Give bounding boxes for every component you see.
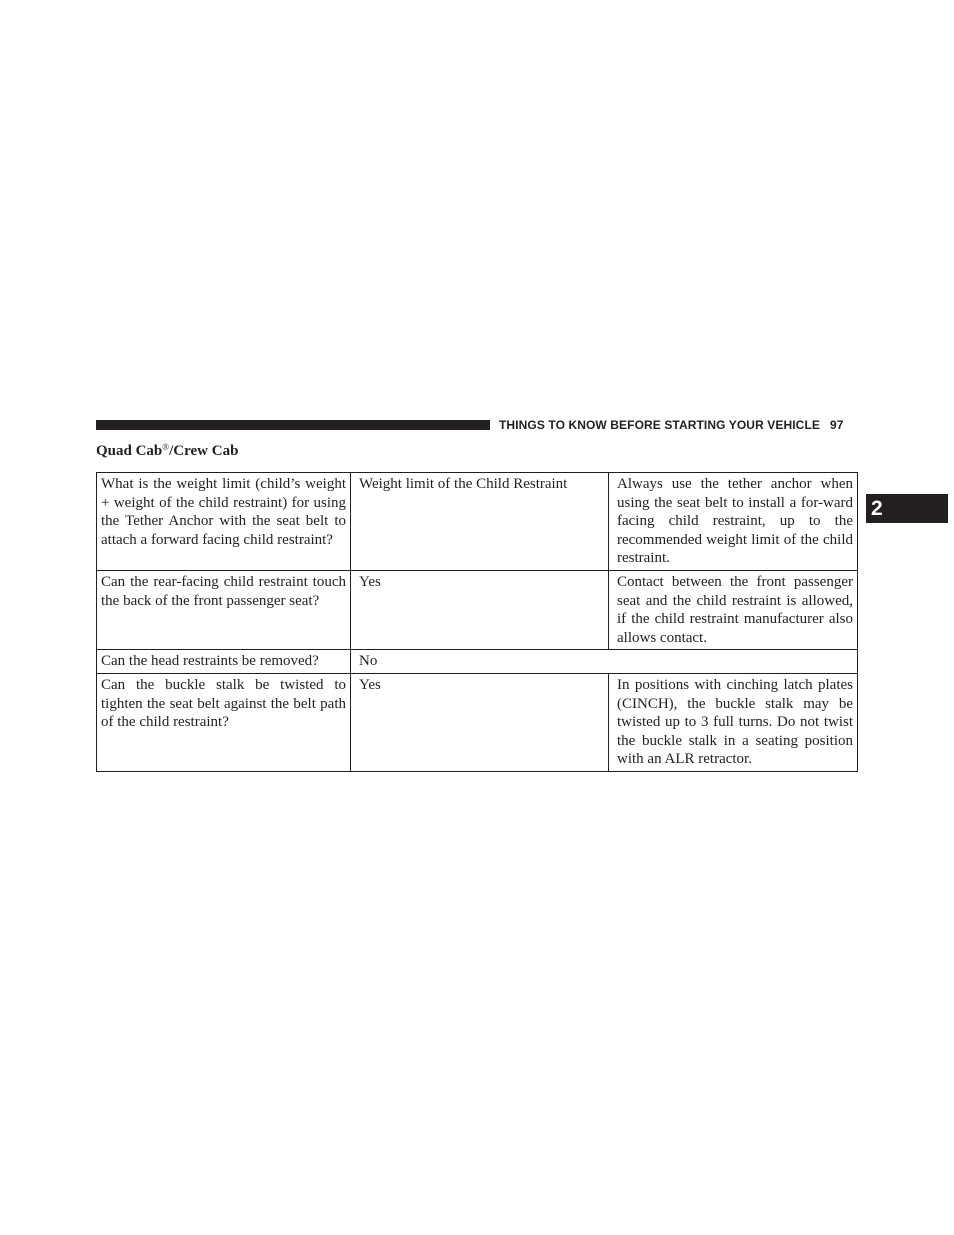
table-row	[97, 570, 858, 649]
question-cell: Can the rear-facing child restraint touch the back of the front passenger seat?	[97, 570, 351, 649]
chapter-tab: 2	[866, 494, 948, 523]
table-row	[97, 673, 858, 771]
section-title-suffix: /Crew Cab	[169, 443, 239, 459]
question-cell: Can the head restraints be removed?	[97, 650, 351, 674]
answer-cell: No	[351, 650, 858, 674]
child-restraint-table	[96, 472, 858, 772]
answer-cell: Yes	[351, 570, 609, 649]
section-title	[96, 438, 238, 460]
table-row	[97, 473, 858, 571]
question-cell: What is the weight limit (child’s weight + weight of the child restraint) for using the Tether Anchor with the seat belt to attach a forward facing child restraint?	[97, 473, 351, 571]
note-cell: Contact between the front passenger seat and the child restraint is allowed, if the child restraint manufacturer also allows contact.	[609, 570, 858, 649]
running-header	[499, 418, 844, 432]
note-cell: In positions with cinching latch plates (CINCH), the buckle stalk may be twisted up to 3 full turns. Do not twist the buckle stalk in a seating position with an ALR retractor.	[609, 673, 858, 771]
answer-cell: Weight limit of the Child Restraint	[351, 473, 609, 571]
question-cell: Can the buckle stalk be twisted to tighten the seat belt against the belt path of the child restraint?	[97, 673, 351, 771]
page-number: 97	[829, 418, 844, 432]
header-rule-bar	[96, 420, 490, 430]
table-row	[97, 650, 858, 674]
running-title: THINGS TO KNOW BEFORE STARTING YOUR VEHICLE	[499, 418, 820, 432]
section-title-main: Quad Cab	[96, 443, 163, 459]
note-cell: Always use the tether anchor when using the seat belt to install a for-ward facing child restraint, up to the recommended weight limit of the child restraint.	[609, 473, 858, 571]
registered-mark: ®	[162, 442, 170, 452]
answer-cell: Yes	[351, 673, 609, 771]
